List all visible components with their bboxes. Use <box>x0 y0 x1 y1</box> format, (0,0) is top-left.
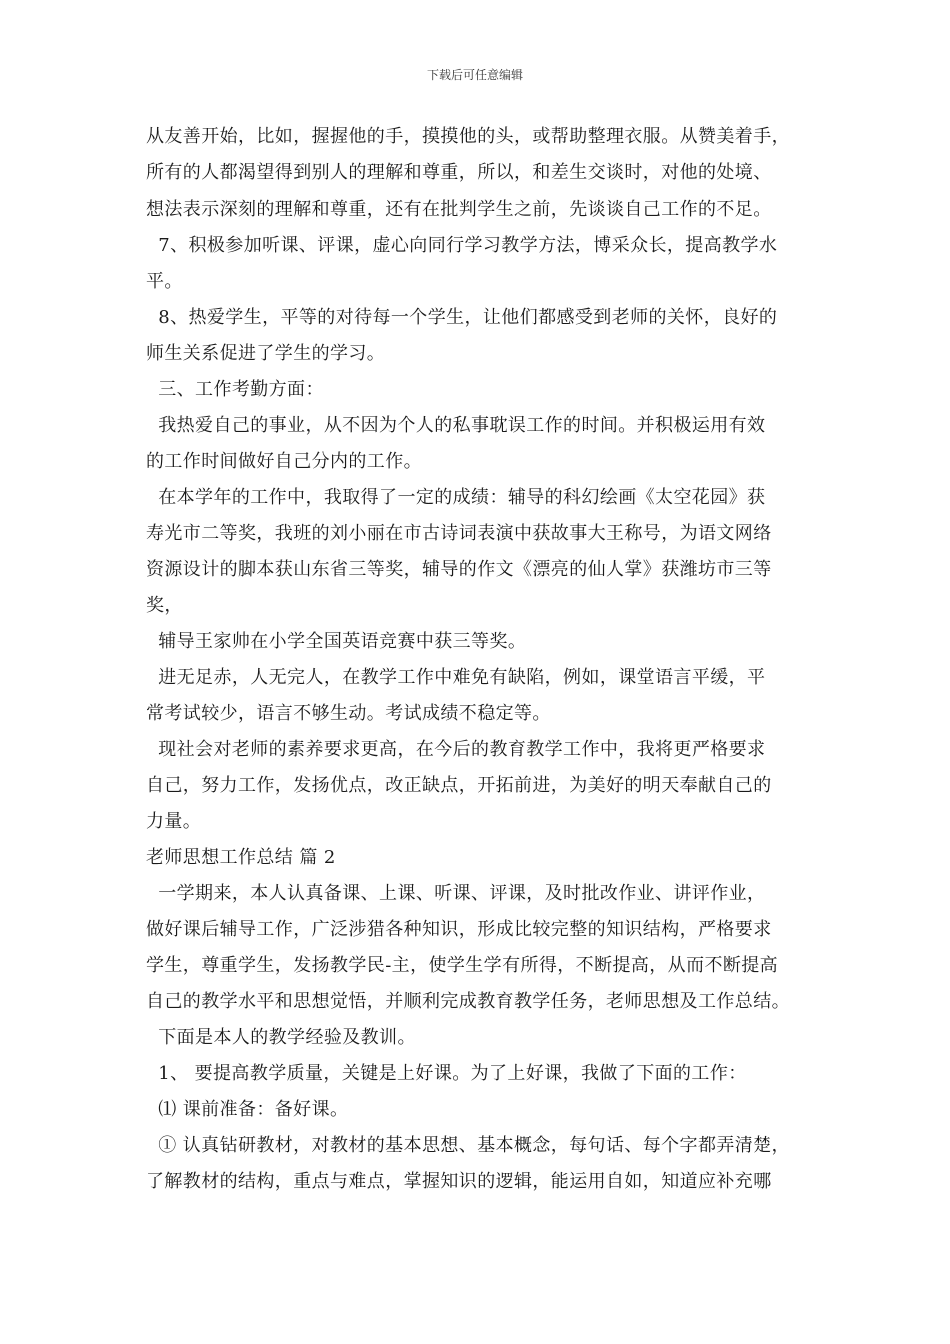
text-line: 所有的人都渴望得到别人的理解和尊重，所以，和差生交谈时，对他的处境、 <box>146 162 772 183</box>
text-line: 自己，努力工作，发扬优点，改正缺点，开拓前进，为美好的明天奉献自己的 <box>146 775 772 796</box>
text-line: 三、工作考勤方面： <box>146 379 324 400</box>
text-line: 常考试较少，语言不够生动。考试成绩不稳定等。 <box>146 703 551 724</box>
text-line: 资源设计的脚本获山东省三等奖，辅导的作文《漂亮的仙人掌》获潍坊市三等 <box>146 559 772 580</box>
text-line: 师生关系促进了学生的学习。 <box>146 343 386 364</box>
text-line: 下面是本人的教学经验及教训。 <box>146 1027 416 1048</box>
text-line: 从友善开始，比如，握握他的手，摸摸他的头，或帮助整理衣服。从赞美着手， <box>146 126 790 147</box>
text-line: 7、积极参加听课、评课，虚心向同行学习教学方法，博采众长，提高教学水 <box>146 235 778 256</box>
text-line: 1、 要提高教学质量，关键是上好课。为了上好课，我做了下面的工作： <box>146 1063 747 1084</box>
text-line: 进无足赤，人无完人，在教学工作中难免有缺陷，例如，课堂语言平缓，平 <box>146 667 766 688</box>
text-line: 的工作时间做好自己分内的工作。 <box>146 451 422 472</box>
text-line: 一学期来，本人认真备课、上课、听课、评课，及时批改作业、讲评作业， <box>146 883 766 904</box>
text-line: 8、热爱学生，平等的对待每一个学生，让他们都感受到老师的关怀，良好的 <box>146 307 778 328</box>
text-line: 了解教材的结构，重点与难点，掌握知识的逻辑，能运用自如，知道应补充哪 <box>146 1171 772 1192</box>
text-line: 自己的教学水平和思想觉悟，并顺利完成教育教学任务，老师思想及工作总结。 <box>146 991 790 1012</box>
text-line: 平。 <box>146 271 183 292</box>
text-line: 想法表示深刻的理解和尊重，还有在批判学生之前，先谈谈自己工作的不足。 <box>146 199 772 220</box>
text-line: 学生，尊重学生，发扬教学民-主，使学生学有所得，不断提高，从而不断提高 <box>146 955 779 976</box>
page-header: 下载后可任意编辑 <box>426 68 523 82</box>
text-line: 我热爱自己的事业，从不因为个人的私事耽误工作的时间。并积极运用有效 <box>146 415 766 436</box>
text-line: 做好课后辅导工作，广泛涉猎各种知识，形成比较完整的知识结构，严格要求 <box>146 919 772 940</box>
text-line: ① 认真钻研教材，对教材的基本思想、基本概念，每句话、每个字都弄清楚， <box>146 1135 790 1156</box>
text-line: ⑴ 课前准备：备好课。 <box>146 1099 349 1120</box>
text-line: 辅导王家帅在小学全国英语竞赛中获三等奖。 <box>146 631 527 652</box>
text-line: 寿光市二等奖，我班的刘小丽在市古诗词表演中获故事大王称号，为语文网络 <box>146 523 772 544</box>
section-heading: 老师思想工作总结 篇 2 <box>146 847 336 868</box>
text-line: 奖， <box>146 595 183 616</box>
text-line: 在本学年的工作中，我取得了一定的成绩：辅导的科幻绘画《太空花园》获 <box>146 487 766 508</box>
text-line: 力量。 <box>146 811 202 832</box>
text-line: 现社会对老师的素养要求更高，在今后的教育教学工作中，我将更严格要求 <box>146 739 766 760</box>
